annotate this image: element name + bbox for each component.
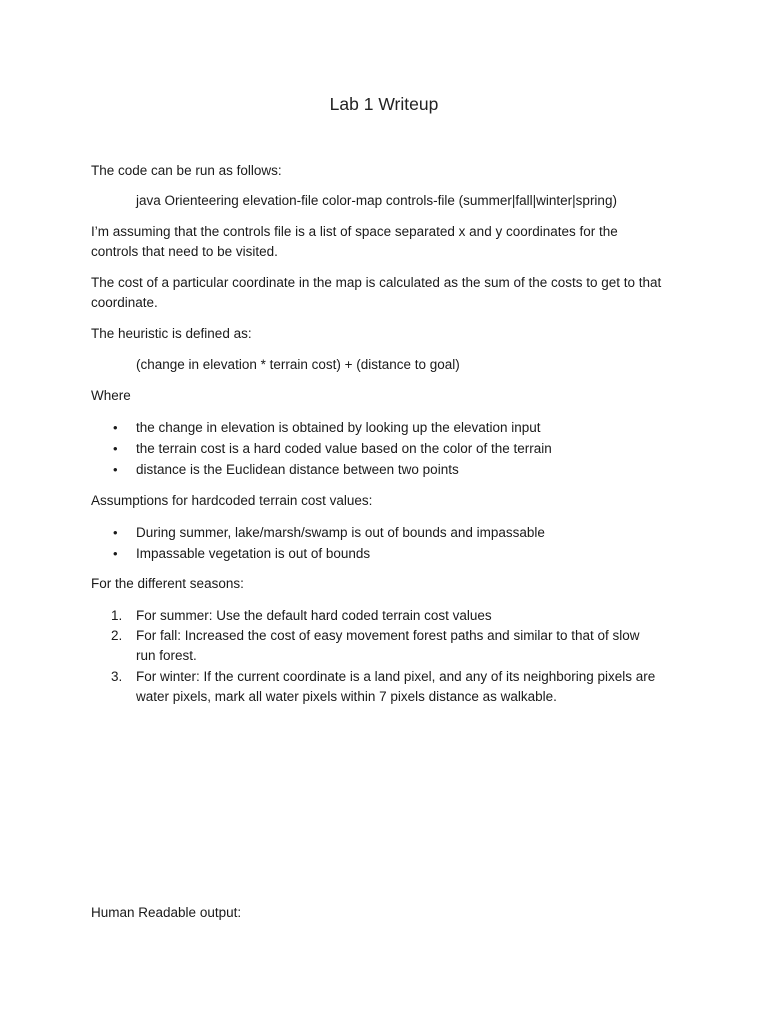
controls-assumption-line-2: controls that need to be visited. bbox=[91, 244, 278, 259]
list-number: 1. bbox=[111, 608, 123, 623]
bullet-icon: • bbox=[113, 525, 118, 540]
list-item-text: the terrain cost is a hard coded value based on the color of the terrain bbox=[136, 441, 552, 456]
numbered-item-line: run forest. bbox=[136, 648, 197, 663]
list-item-text: Impassable vegetation is out of bounds bbox=[136, 546, 371, 561]
output-heading: Human Readable output: bbox=[91, 905, 242, 920]
list-number: 2. bbox=[111, 628, 123, 643]
numbered-item-text bbox=[136, 606, 696, 626]
bullet-icon: • bbox=[113, 420, 118, 435]
numbered-item-line: For summer: Use the default hard coded terrain cost values bbox=[136, 608, 492, 623]
run-command: java Orienteering elevation-file color-map controls-file (summer|fall|winter|spring) bbox=[136, 193, 617, 208]
list-item-text: distance is the Euclidean distance between two points bbox=[136, 462, 459, 477]
numbered-item-text bbox=[136, 626, 696, 666]
seasons-heading: For the different seasons: bbox=[91, 576, 244, 591]
bullet-icon: • bbox=[113, 546, 118, 561]
numbered-item-text bbox=[136, 667, 696, 707]
list-item-text: the change in elevation is obtained by looking up the elevation input bbox=[136, 420, 541, 435]
list-item-text: During summer, lake/marsh/swamp is out of bounds and impassable bbox=[136, 525, 545, 540]
numbered-item-line: water pixels, mark all water pixels within 7 pixels distance as walkable. bbox=[136, 689, 557, 704]
bullet-icon: • bbox=[113, 462, 118, 477]
assumptions-heading: Assumptions for hardcoded terrain cost values: bbox=[91, 493, 373, 508]
document-title: Lab 1 Writeup bbox=[329, 94, 439, 114]
bullet-icon: • bbox=[113, 441, 118, 456]
cost-description-line-1: The cost of a particular coordinate in the map is calculated as the sum of the costs to get to that bbox=[91, 275, 662, 290]
numbered-item-line: For fall: Increased the cost of easy movement forest paths and similar to that of slow bbox=[136, 628, 640, 643]
run-intro: The code can be run as follows: bbox=[91, 163, 282, 178]
numbered-item-line: For winter: If the current coordinate is a land pixel, and any of its neighboring pixels are bbox=[136, 669, 656, 684]
heuristic-formula: (change in elevation * terrain cost) + (distance to goal) bbox=[136, 357, 460, 372]
list-number: 3. bbox=[111, 669, 123, 684]
heuristic-intro: The heuristic is defined as: bbox=[91, 326, 252, 341]
cost-description-line-2: coordinate. bbox=[91, 295, 158, 310]
controls-assumption-line-1: I’m assuming that the controls file is a list of space separated x and y coordinates for the bbox=[91, 224, 618, 239]
where-label: Where bbox=[91, 388, 131, 403]
